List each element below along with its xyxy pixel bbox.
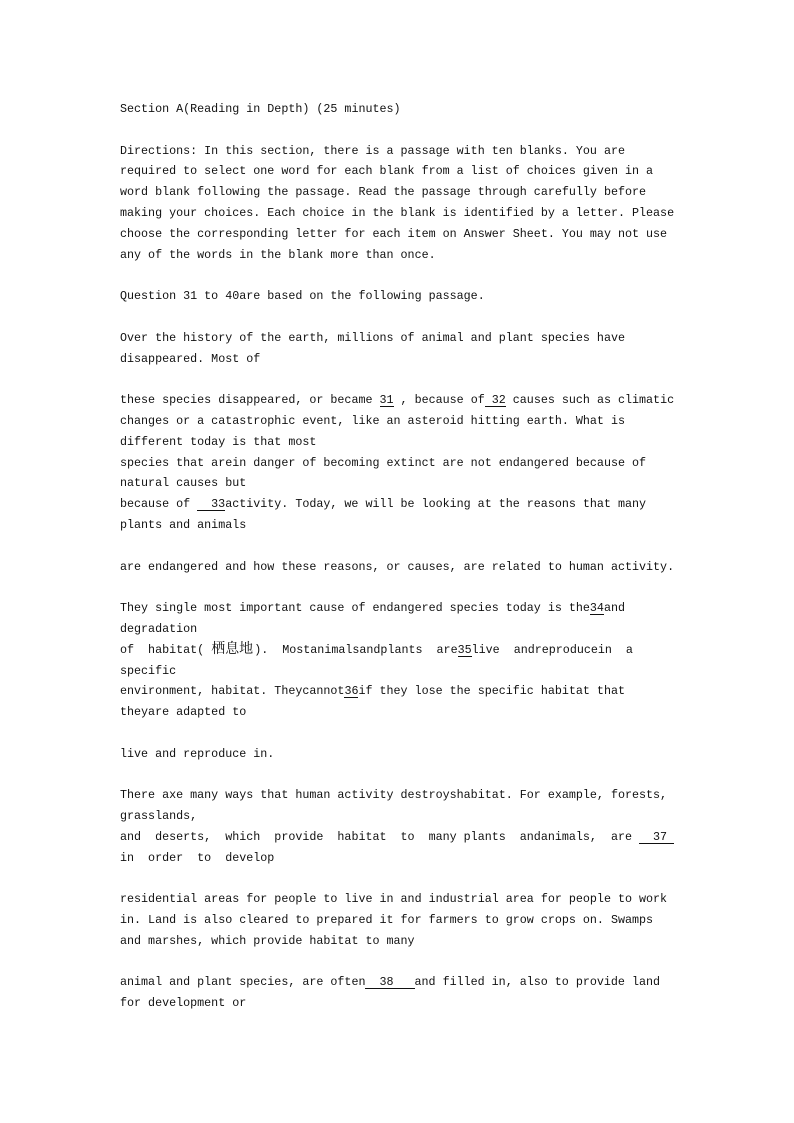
section-heading: Section A(Reading in Depth) (25 minutes): [120, 102, 401, 116]
passage-text: animal and plant species, are often: [120, 975, 366, 990]
passage-text: causes such as climatic: [505, 393, 675, 408]
empty-line: [120, 265, 720, 286]
empty-line: [120, 307, 720, 328]
passage-line: grasslands,: [120, 809, 198, 824]
empty-line: [120, 952, 720, 973]
passage-line: in order to develop: [120, 850, 275, 865]
passage-line: [120, 972, 720, 993]
empty-line: [120, 369, 720, 390]
empty-line: [120, 536, 720, 557]
directions-line: any of the words in the blank more than once.: [120, 247, 436, 262]
passage-text: and filled in, also to provide land: [414, 975, 660, 990]
passage-line: species that arein danger of becoming extinct are not endangered because of: [120, 455, 647, 470]
directions-line: choose the corresponding letter for each item on Answer Sheet. You may not use: [120, 226, 668, 241]
chinese-gloss: 栖息地: [211, 640, 254, 657]
passage-line: different today is that most: [120, 434, 317, 449]
empty-line: [120, 868, 720, 889]
passage-line: Over the history of the earth, millions of animal and plant species have: [120, 330, 625, 345]
directions-line: making your choices. Each choice in the blank is identified by a letter. Please: [120, 205, 675, 220]
passage-line: There axe many ways that human activity destroyshabitat. For example, forests,: [120, 788, 668, 803]
directions-line: word blank following the passage. Read the passage through carefully before: [120, 185, 647, 200]
passage-text: if they lose the specific habitat that: [358, 684, 625, 699]
directions-line: Directions: In this section, there is a passage with ten blanks. You are: [120, 143, 625, 158]
empty-line: [120, 723, 720, 744]
passage-text: ). Mostanimalsandplants are: [254, 642, 458, 657]
passage-line: changes or a catastrophic event, like an asteroid hitting earth. What is: [120, 413, 625, 428]
passage-line: in. Land is also cleared to prepared it for farmers to grow crops on. Swamps: [120, 913, 654, 928]
passage-text: They single most important cause of endangered species today is the: [120, 601, 590, 616]
passage-line: are endangered and how these reasons, or causes, are related to human activity.: [120, 559, 675, 574]
answer-blank-31: 31: [379, 393, 394, 408]
passage-text: and: [603, 601, 625, 616]
empty-line: [120, 120, 720, 141]
passage-text: because of: [120, 497, 198, 512]
passage-text: environment, habitat. Theycannot: [120, 684, 345, 699]
passage-line: disappeared. Most of: [120, 351, 261, 366]
answer-blank-38: 38: [365, 976, 414, 989]
passage-line: [120, 827, 720, 848]
passage-line: live and reproduce in.: [120, 746, 275, 761]
passage-line: specific: [120, 663, 177, 678]
passage-text: activity. Today, we will be looking at the reasons that many: [225, 497, 647, 512]
passage-line: natural causes but: [120, 476, 247, 491]
passage-text: , because of: [393, 393, 485, 408]
passage-text: these species disappeared, or became: [120, 393, 380, 408]
answer-blank-32: 32: [485, 394, 506, 407]
passage-line: [120, 598, 720, 619]
answer-blank-33: 33: [197, 498, 225, 511]
passage-line: residential areas for people to live in and industrial area for people to work: [120, 892, 668, 907]
passage-text: live andreproducein a: [471, 642, 633, 657]
question-intro: Question 31 to 40are based on the following passage.: [120, 289, 485, 304]
passage-line: [120, 640, 720, 661]
directions-line: required to select one word for each blank from a list of choices given in a: [120, 164, 654, 179]
answer-blank-34: 34: [589, 601, 604, 616]
answer-blank-36: 36: [344, 684, 359, 699]
passage-text: of habitat(: [120, 642, 212, 657]
answer-blank-37: 37: [639, 831, 674, 844]
empty-line: [120, 765, 720, 786]
empty-line: [120, 577, 720, 598]
passage-line: degradation: [120, 621, 198, 636]
passage-line: [120, 681, 720, 702]
passage-line: [120, 494, 720, 515]
document-body: [120, 99, 720, 1014]
passage-line: for development or: [120, 996, 247, 1011]
passage-line: theyare adapted to: [120, 705, 247, 720]
passage-line: and marshes, which provide habitat to many: [120, 933, 415, 948]
passage-line: [120, 390, 720, 411]
passage-line: plants and animals: [120, 517, 247, 532]
passage-text: and deserts, which provide habitat to many plants andanimals, are: [120, 829, 640, 844]
answer-blank-35: 35: [457, 642, 472, 657]
